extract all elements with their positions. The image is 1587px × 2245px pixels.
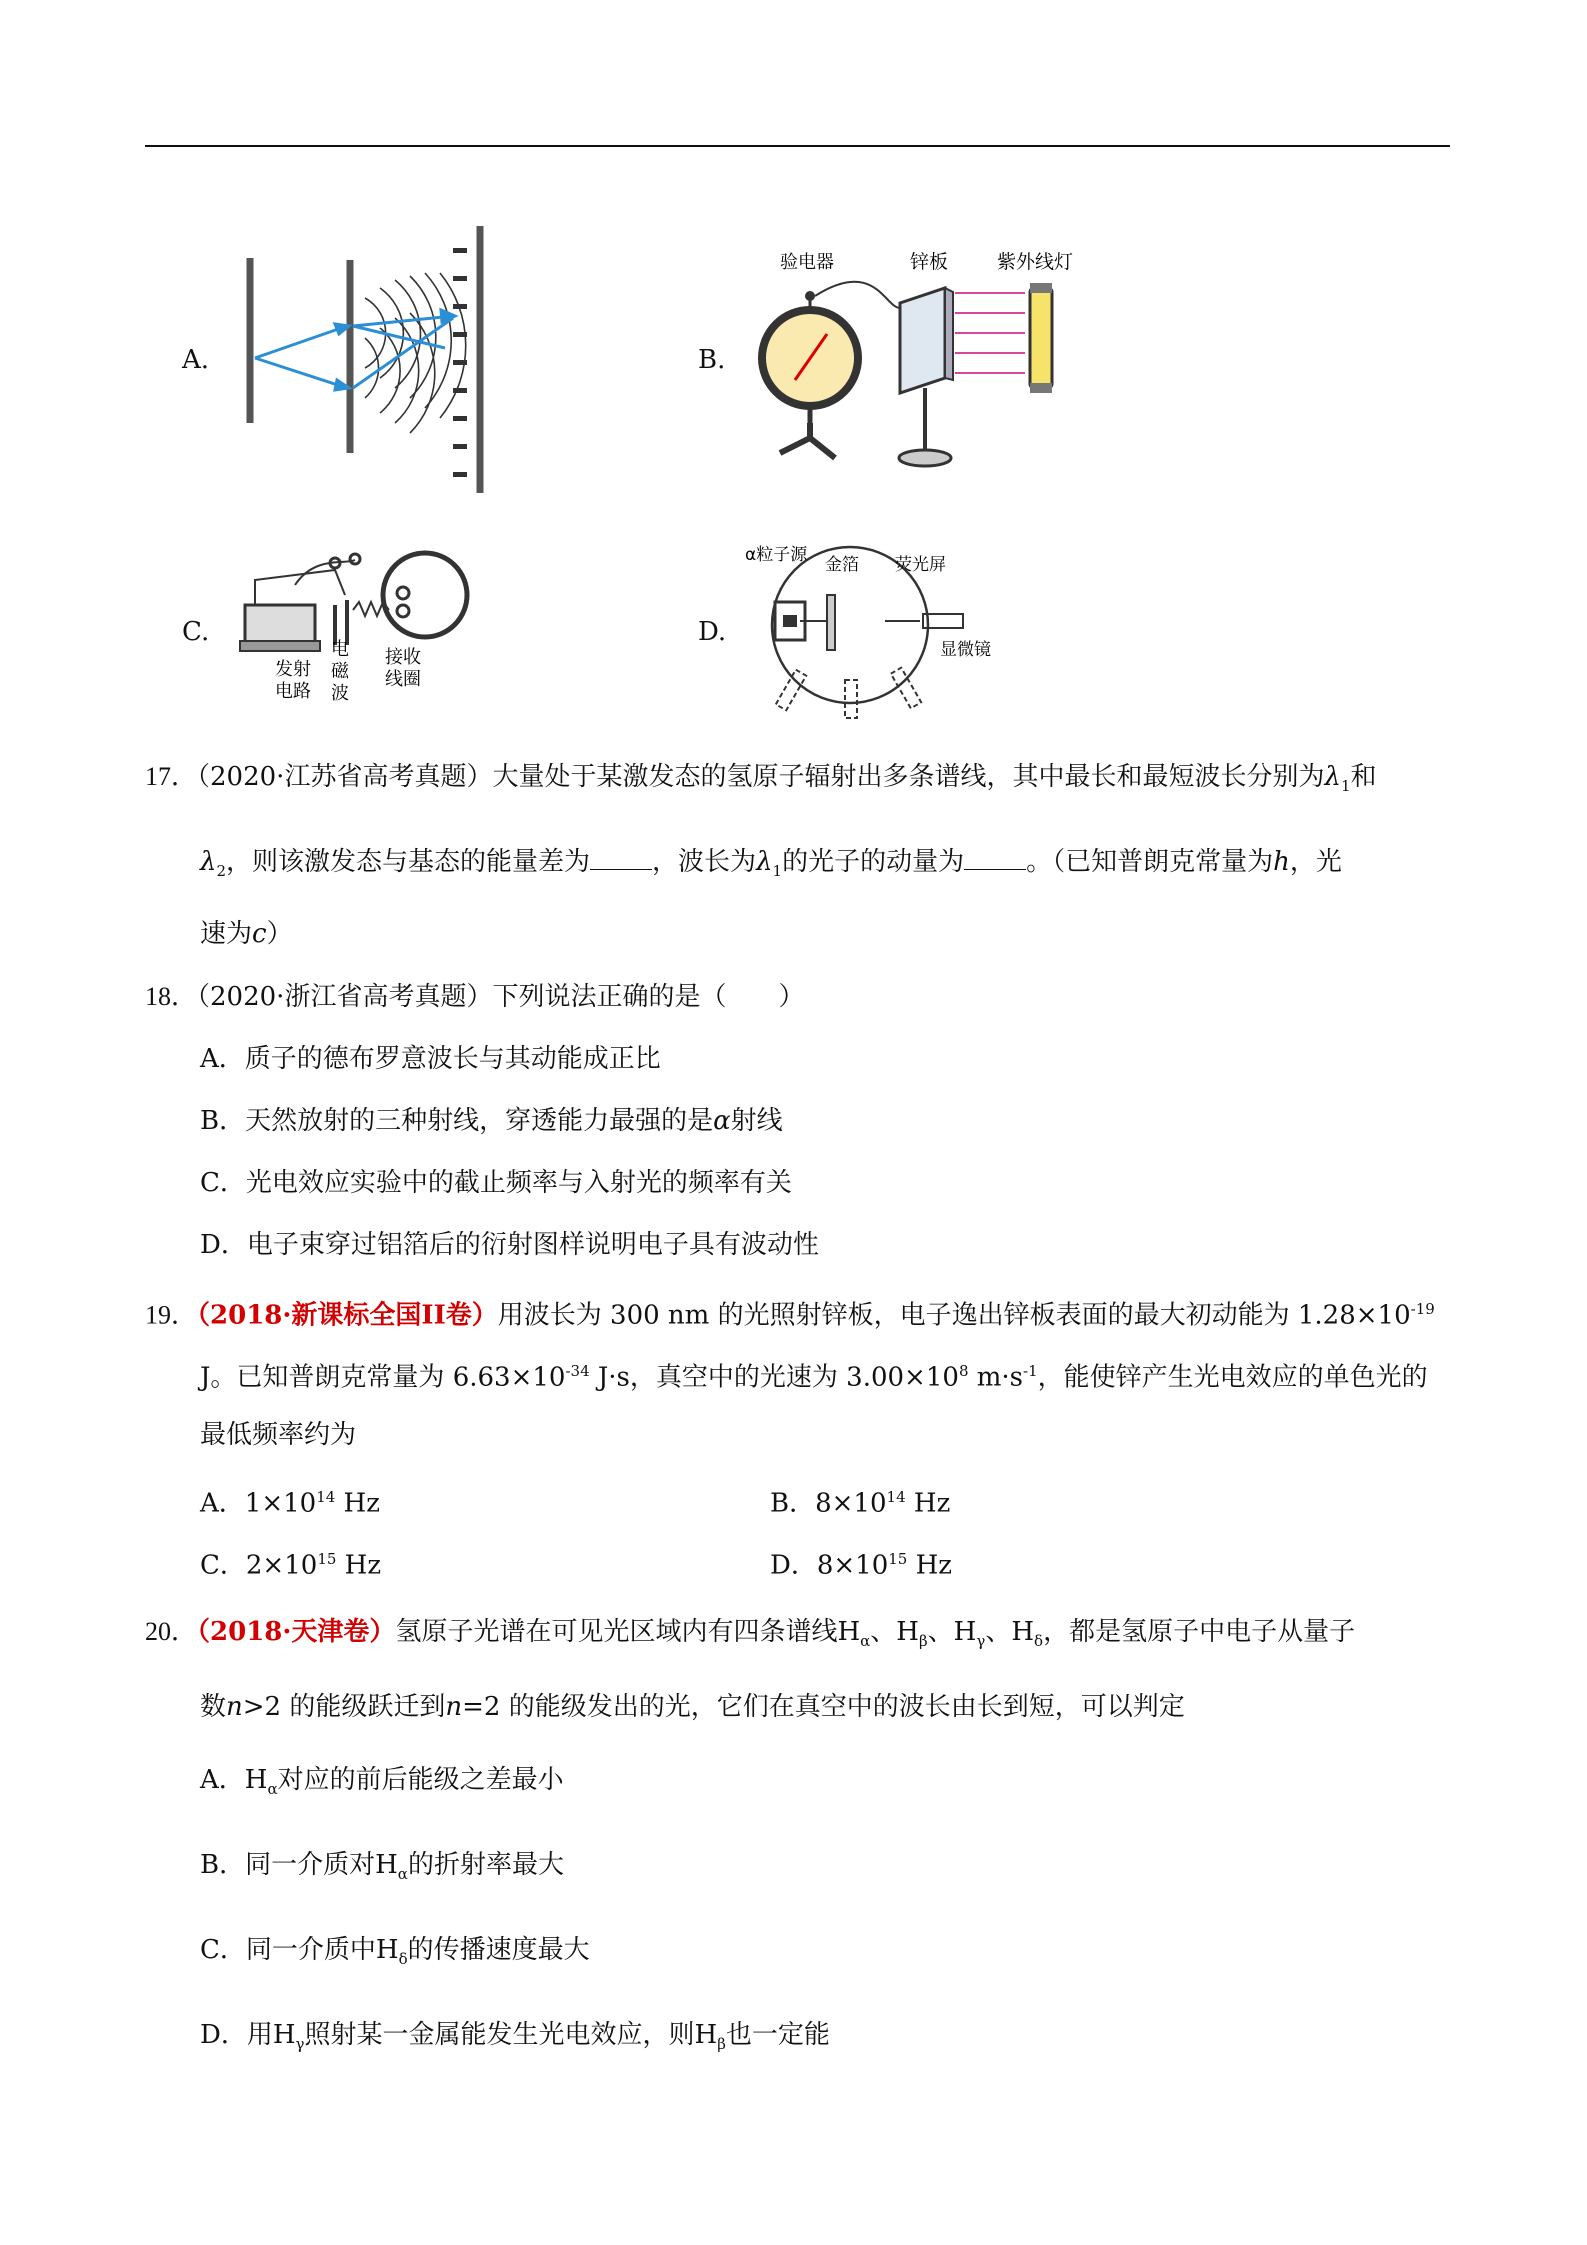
q18-option-b-end: 射线: [730, 1106, 783, 1136]
h-beta-sub: β: [918, 1632, 928, 1651]
q19-d-text: D．8×10: [770, 1550, 889, 1581]
gold-foil-text: 金箔: [825, 555, 859, 575]
q17-source: （2020·江苏省高考真题）: [197, 762, 493, 792]
lambda-1: λ: [1324, 762, 1341, 792]
alpha-source-text: α粒子源: [745, 545, 808, 565]
q20-c-pre: C．同一介质中: [200, 1935, 376, 1965]
q17-line-3: [200, 917, 293, 951]
option-c-label: C.: [182, 617, 210, 647]
emitter-text-1: 发射: [275, 659, 311, 680]
q19-c-text: C．2×10: [200, 1550, 318, 1581]
h-alpha: H: [837, 1617, 861, 1647]
q19-option-a[interactable]: [200, 1480, 380, 1521]
q19-sup-3: 8: [958, 1362, 969, 1380]
q19-line-1: [145, 1292, 1435, 1333]
q20-d-mid: 照射某一金属能发生光电效应，则: [304, 2020, 695, 2050]
microscope-text: 显微镜: [940, 640, 991, 660]
q19-a-sup: 14: [316, 1488, 336, 1506]
h-gamma: H: [953, 1617, 977, 1647]
q18-option-c[interactable]: C．光电效应实验中的截止频率与入射光的频率有关: [200, 1168, 792, 1198]
emitter-text-2: 电路: [275, 681, 311, 702]
q20-d-sub2: β: [717, 2035, 726, 2054]
q19-text-2b: J·s，真空中的光速为 3.00×10: [589, 1362, 959, 1393]
q19-a-unit: Hz: [335, 1488, 380, 1519]
option-d-label: D.: [698, 617, 727, 647]
planck-symbol: h: [1273, 847, 1290, 877]
q17-text-3e: ）: [266, 919, 293, 949]
receiver-text-1: 接收: [385, 647, 421, 668]
figure-d-alpha-scattering: [745, 540, 1025, 720]
q19-option-b[interactable]: [770, 1480, 950, 1521]
q17-line-1: [145, 760, 1377, 803]
screen-text: 荧光屏: [895, 555, 946, 575]
alpha-symbol: α: [713, 1106, 731, 1136]
q19-b-text: B．8×10: [770, 1488, 887, 1519]
q19-c-unit: Hz: [336, 1550, 382, 1581]
q19-text-2d: ，能使锌产生光电效应的单色光的: [1037, 1362, 1428, 1393]
uv-lamp-text: 紫外线灯: [997, 251, 1074, 273]
q20-b-pre: B．同一介质对: [200, 1850, 376, 1880]
q20-text-2c: =2 的能级发出的光，它们在真空中的波长由长到短，可以判定: [462, 1692, 1185, 1722]
q17-text-2a: ，则该激发态与基态的能量差为: [226, 847, 591, 877]
q17-text-1: 大量处于某激发态的氢原子辐射出多条谱线，其中最长和最短波长分别为: [492, 762, 1325, 792]
option-b-label: B.: [698, 345, 726, 375]
q20-source: （2018·天津卷）: [197, 1617, 396, 1647]
q20-d-h1: H: [272, 2020, 296, 2050]
q19-line-3: 最低频率约为: [200, 1420, 357, 1450]
q17-line-2: [200, 845, 1342, 888]
h-delta: H: [1011, 1617, 1035, 1647]
zinc-plate-text: 锌板: [910, 251, 949, 273]
lambda-2: λ: [200, 847, 217, 877]
q19-b-unit: Hz: [905, 1488, 951, 1519]
q20-line-2: [200, 1690, 1185, 1724]
figure-a-double-slit: [235, 218, 495, 498]
q20-d-pre: D．用: [200, 2020, 273, 2050]
lambda-2-sub: 2: [216, 862, 227, 881]
q19-text-2c: m·s: [968, 1362, 1024, 1393]
q17-number: 17．: [145, 762, 198, 791]
q18-option-d[interactable]: D．电子束穿过铝箔后的衍射图样说明电子具有波动性: [200, 1230, 819, 1260]
h-gamma-sub: γ: [976, 1632, 986, 1651]
q18-option-b[interactable]: [200, 1104, 783, 1138]
receiver-text-2: 线圈: [385, 669, 421, 690]
q20-option-d[interactable]: [200, 2018, 830, 2061]
sep-3: 、: [985, 1617, 1012, 1647]
q20-option-b[interactable]: [200, 1848, 564, 1891]
figure-b-photoelectric: [735, 248, 1095, 478]
q17-text-2e: ，光: [1289, 847, 1342, 877]
q17-text-3: 速为: [200, 919, 253, 949]
answer-blank-2[interactable]: [964, 845, 1026, 870]
q18-stem: [145, 980, 804, 1014]
q20-c-h: H: [375, 1935, 399, 1965]
q20-d-post: 也一定能: [725, 2020, 830, 2050]
q20-c-sub: δ: [398, 1950, 408, 1969]
lambda-1b-sub: 1: [772, 862, 783, 881]
q20-option-c[interactable]: [200, 1933, 590, 1976]
q20-d-sub1: γ: [295, 2035, 305, 2054]
q20-text-2b: >2 的能级跃迁到: [242, 1692, 446, 1722]
q20-line-1: [145, 1615, 1355, 1658]
em-text-3: 波: [331, 683, 349, 704]
q20-text-1b: ，都是氢原子中电子从量子: [1043, 1617, 1356, 1647]
lambda-1-b: λ: [756, 847, 773, 877]
q19-number: 19．: [145, 1300, 198, 1330]
q18-option-a[interactable]: A．质子的德布罗意波长与其动能成正比: [200, 1044, 661, 1074]
answer-blank-1[interactable]: [590, 845, 652, 870]
q19-sup-4: -1: [1023, 1362, 1038, 1380]
q18-stem-text: （2020·浙江省高考真题）下列说法正确的是（ ）: [197, 982, 805, 1012]
lambda-1-sub: 1: [1340, 777, 1351, 796]
q20-number: 20．: [145, 1617, 198, 1646]
q17-text-2c: 的光子的动量为: [782, 847, 965, 877]
header-rule: [145, 145, 1450, 147]
q20-b-post: 的折射率最大: [407, 1850, 564, 1880]
q17-text-2b: ，波长为: [652, 847, 757, 877]
q17-text-2d: 。（已知普朗克常量为: [1026, 847, 1274, 877]
q20-text-1a: 氢原子光谱在可见光区域内有四条谱线: [395, 1617, 838, 1647]
q19-sup-1: -19: [1410, 1300, 1435, 1318]
q19-d-unit: Hz: [907, 1550, 952, 1581]
q20-c-post: 的传播速度最大: [407, 1935, 590, 1965]
em-text-1: 电: [331, 639, 349, 660]
q19-option-d[interactable]: [770, 1542, 952, 1583]
n-symbol-1: n: [226, 1692, 243, 1722]
q19-text-1: 用波长为 300 nm 的光照射锌板，电子逸出锌板表面的最大初动能为 1.28×10: [497, 1300, 1411, 1331]
q20-b-sub: α: [397, 1865, 408, 1884]
q20-a-sub: α: [267, 1780, 278, 1799]
q19-option-c[interactable]: [200, 1542, 381, 1583]
q20-a-h: H: [244, 1765, 268, 1795]
q18-number: 18．: [145, 982, 198, 1011]
light-speed-symbol: c: [252, 919, 267, 949]
q20-a-pre: A．: [200, 1765, 245, 1795]
em-text-2: 磁: [331, 661, 349, 682]
q20-d-h2: H: [694, 2020, 718, 2050]
q19-text-2a: J。已知普朗克常量为 6.63×10: [200, 1362, 566, 1393]
q19-sup-2: -34: [565, 1362, 590, 1380]
h-alpha-sub: α: [860, 1632, 871, 1651]
q19-b-sup: 14: [886, 1488, 906, 1506]
electroscope-text: 验电器: [780, 252, 834, 273]
q19-d-sup: 15: [888, 1550, 908, 1568]
q19-line-2: [200, 1354, 1428, 1395]
q20-a-post: 对应的前后能级之差最小: [277, 1765, 564, 1795]
q20-text-2a: 数: [200, 1692, 227, 1722]
sep-1: 、: [870, 1617, 897, 1647]
q17-and: 和: [1350, 762, 1377, 792]
q19-c-sup: 15: [317, 1550, 337, 1568]
q19-source: （2018·新课标全国II卷）: [197, 1300, 498, 1331]
q18-option-b-text: B．天然放射的三种射线，穿透能力最强的是: [200, 1106, 714, 1136]
q19-a-text: A．1×10: [200, 1488, 317, 1519]
h-delta-sub: δ: [1034, 1632, 1044, 1651]
sep-2: 、: [927, 1617, 954, 1647]
q20-b-h: H: [375, 1850, 398, 1880]
figure-c-em-wave: [235, 545, 495, 710]
q20-option-a[interactable]: [200, 1763, 564, 1806]
n-symbol-2: n: [445, 1692, 463, 1722]
h-beta: H: [896, 1617, 919, 1647]
option-a-label: A.: [182, 345, 210, 375]
